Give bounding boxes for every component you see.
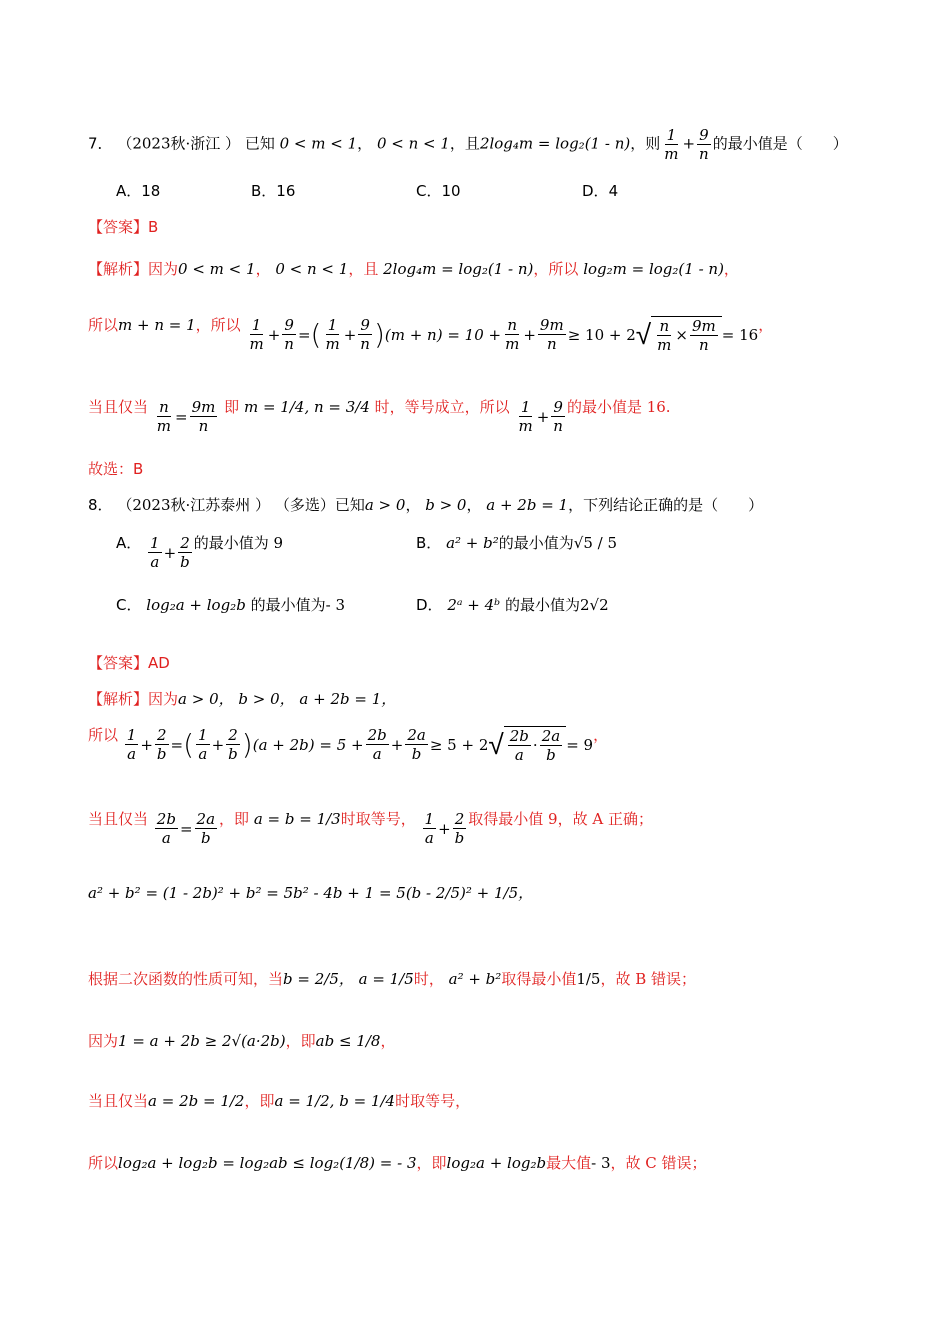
q7-cond2: 0 < n < 1 — [376, 134, 450, 153]
q7-analysis-line3: 当且仅当 $\frac{n}{m}$ = $\frac{9m}{n}$ 即 m = 1/4, n = 3/4 时，等号成立，所以 $\frac{1}{m}$ + $\frac{9}{n}$ 的最小值是 16. — [88, 398, 671, 435]
q8-option-c[interactable]: C． log₂a + log₂b 的最小值为- 3 — [116, 596, 345, 614]
q8-analysis-line6: 因为1 = a + 2b ≥ 2√(a·2b)，即ab ≤ 1/8， — [88, 1032, 396, 1050]
q8-analysis-line3: 当且仅当 $\frac{2b}{a}$ = $\frac{2a}{b}$ ，即 a = b = 1/3时取等号， $\frac{1}{a}$ + $\frac{2}{b}$ 取得最小值 9，故 A 正确； — [88, 810, 653, 847]
q8-source: （2023秋·江苏泰州 ） — [117, 496, 271, 514]
q7-option-d[interactable]: D．4 — [582, 182, 619, 200]
q8-answer-value: AD — [148, 654, 170, 672]
q7-option-b[interactable]: B．16 — [251, 182, 296, 200]
q7-option-a[interactable]: A．18 — [116, 182, 161, 200]
q7-cond3-lead: 且 — [464, 134, 480, 153]
q7-frac1: $\frac{1}{m}$ — [664, 126, 679, 163]
q7-source: （2023秋·浙江 ） — [117, 134, 241, 153]
q7-number: 7． — [88, 134, 113, 153]
q8-answer: 【答案】AD — [88, 654, 170, 672]
q7-ask-lead: ，则 — [630, 134, 661, 153]
q7-analysis-line1: 【解析】因为0 < m < 1， 0 < n < 1，且 2log₄m = log₂(1 - n)，所以 log₂m = log₂(1 - n)， — [88, 260, 739, 278]
q8-analysis-line7: 当且仅当a = 2b = 1/2，即a = 1/2, b = 1/4时取等号， — [88, 1092, 471, 1110]
q7-cond1: 0 < m < 1 — [279, 134, 358, 153]
q8-analysis-line1: 【解析】因为a > 0， b > 0， a + 2b = 1， — [88, 690, 397, 708]
q7-option-c[interactable]: C．10 — [416, 182, 461, 200]
q7-ask-tail: 的最小值是（ ） — [712, 134, 848, 153]
q8-analysis-line2: 所以 $\frac{1}{a}$ + $\frac{2}{b}$ = ( $\frac{1}{a}$ + $\frac{2}{b}$ ) (a + 2b) = 5 + $\frac{2b}{a}$ + $\frac{2a}{b}$ ≥ 5 + 2 √ $\frac{2b}{a}$ · $\frac{2a}{b}$ = 9 ， — [88, 726, 609, 764]
q8-analysis-line4: a² + b² = (1 - 2b)² + b² = 5b² - 4b + 1 = 5(b - 2/5)² + 1/5， — [88, 884, 534, 902]
q7-cond3: 2log₄m = log₂(1 - n) — [479, 134, 631, 153]
q7-answer-value: B — [148, 218, 159, 236]
q7-frac2: $\frac{9}{n}$ — [699, 126, 709, 163]
q8-analysis-line5: 根据二次函数的性质可知，当b = 2/5， a = 1/5时， a² + b²取得最小值1/5，故 B 错误； — [88, 970, 697, 988]
q7-choice: 故选：B — [88, 460, 144, 478]
q8-analysis-line8: 所以log₂a + log₂b = log₂ab ≤ log₂(1/8) = - 3，即log₂a + log₂b最大值- 3，故 C 错误； — [88, 1154, 707, 1172]
q8-stem: 8． （2023秋·江苏泰州 ） （多选）已知a > 0， b > 0， a + 2b = 1，下列结论正确的是（ ） — [88, 496, 764, 514]
q8-option-d[interactable]: D． 2ᵃ + 4ᵇ 的最小值为2√2 — [416, 596, 609, 614]
q7-prefix: 已知 — [244, 134, 275, 153]
q8-option-b[interactable]: B． a² + b²的最小值为√5 / 5 — [416, 534, 618, 552]
q8-option-a[interactable]: A． $\frac{1}{a}$ + $\frac{2}{b}$ 的最小值为 9 — [116, 534, 284, 571]
q7-stem: 7． （2023秋·浙江 ） 已知 0 < m < 1， 0 < n < 1，且2log₄m = log₂(1 - n)，则 $\frac{1}{m}$ + $\frac{9}{n}$ 的最小值是（ ） — [88, 126, 848, 163]
q7-answer: 【答案】B — [88, 218, 159, 236]
q8-number: 8． — [88, 496, 113, 514]
q7-analysis-line2: 所以m + n = 1，所以 $\frac{1}{m}$ + $\frac{9}{n}$ = ( $\frac{1}{m}$ + $\frac{9}{n}$ ) (m + n) = 10 + $\frac{n}{m}$ + $\frac{9m}{n}$ ≥ 10 + 2 √ $\frac{n}{m}$ × $\frac{9m}{n}$ = 16 ， — [88, 316, 774, 354]
